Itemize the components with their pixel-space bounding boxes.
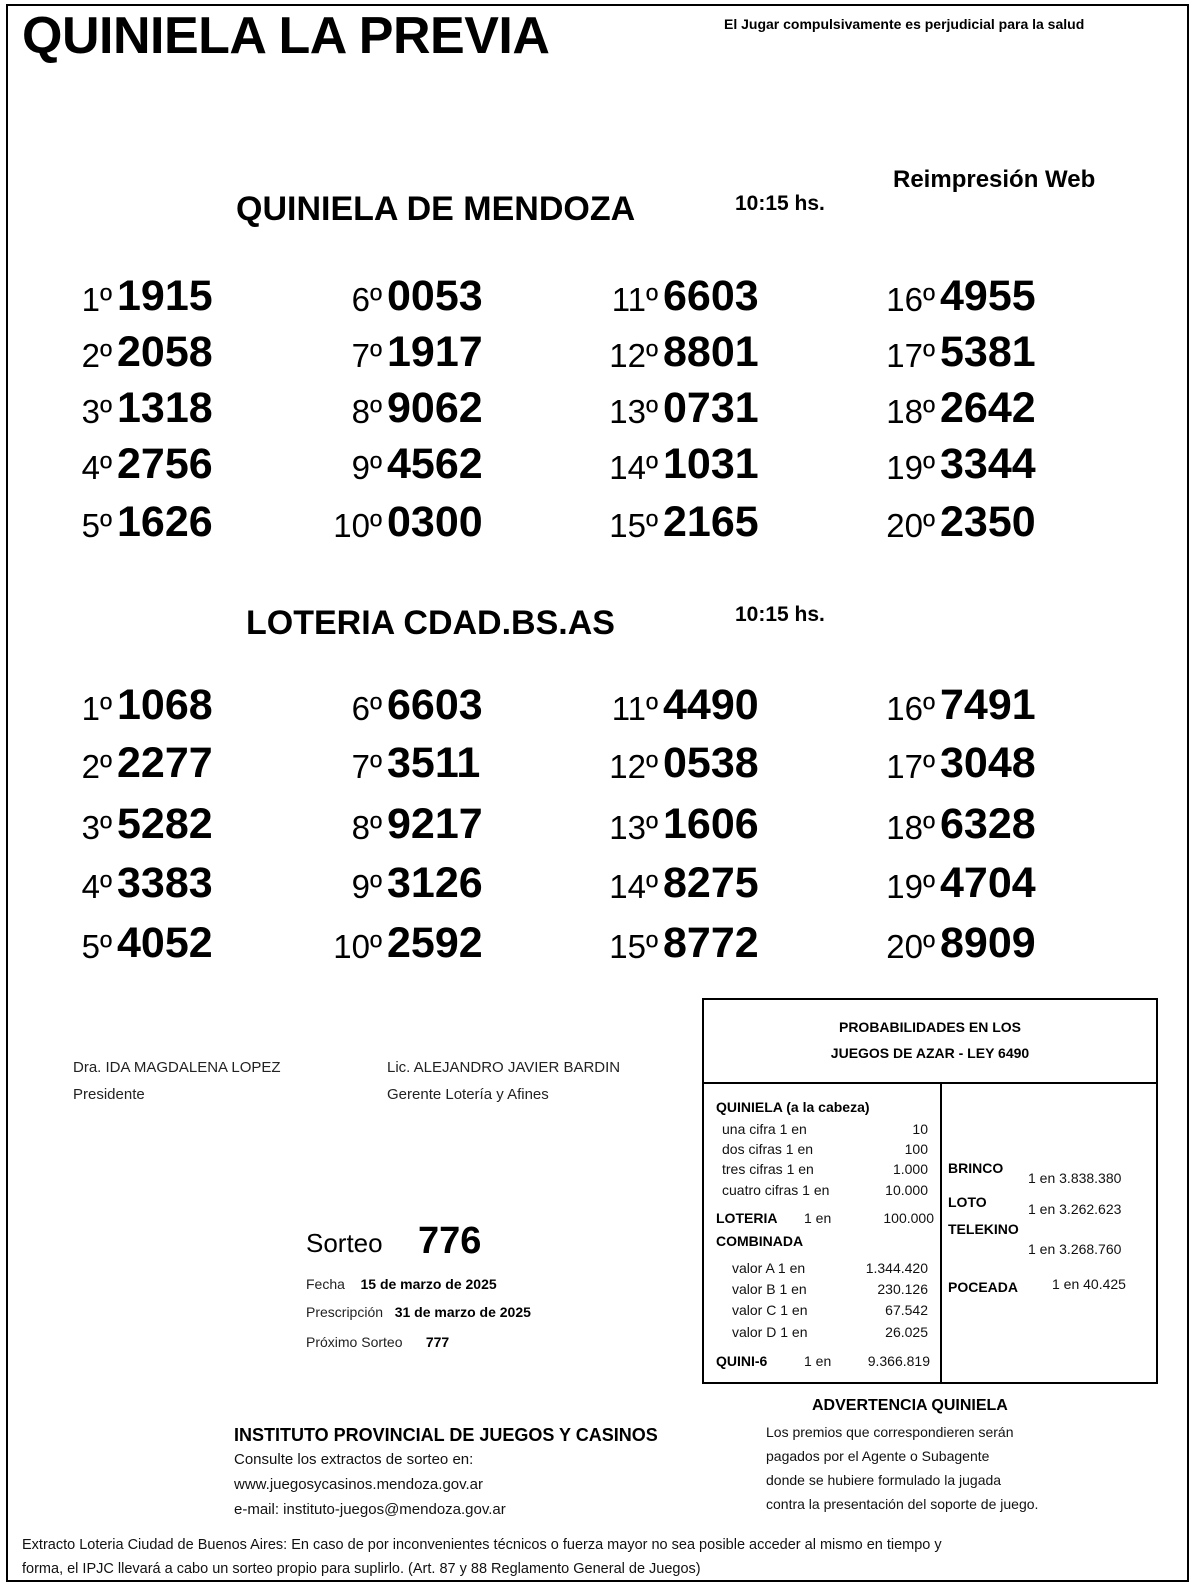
prescripcion-row	[306, 1304, 531, 1320]
buenosaires-result-17	[0, 739, 1036, 788]
buenosaires-result-18	[0, 800, 1036, 849]
brinco-prob-value: 1 en 3.838.380	[1028, 1170, 1122, 1186]
sorteo-label: Sorteo	[306, 1228, 383, 1258]
sorteo-number: 776	[418, 1220, 482, 1262]
result-number: 9062	[387, 384, 483, 432]
advertencia-line: Los premios que correspondieren serán	[766, 1424, 1014, 1440]
result-number: 0300	[387, 498, 483, 546]
prob-row-label: una cifra 1 en	[722, 1121, 807, 1137]
result-position: 16º	[886, 281, 935, 318]
advertencia-line: donde se hubiere formulado la jugada	[766, 1472, 1002, 1488]
prob-row-value: 26.025	[885, 1324, 928, 1340]
result-number: 2165	[663, 498, 759, 546]
instituto-website-link[interactable]: www.juegosycasinos.mendoza.gov.ar	[234, 1476, 484, 1493]
result-position: 5º	[81, 507, 112, 544]
probabilities-box	[702, 998, 1158, 1384]
result-position: 6º	[351, 690, 382, 727]
result-position: 14º	[609, 868, 658, 905]
mendoza-draw-time: 10:15 hs.	[735, 192, 825, 215]
result-position: 19º	[886, 449, 935, 486]
result-number: 8801	[663, 328, 759, 376]
result-number: 4704	[940, 859, 1036, 907]
prob-row-value: 10.000	[885, 1182, 928, 1198]
advertencia-title: ADVERTENCIA QUINIELA	[812, 1397, 1008, 1414]
prob-row-value: 230.126	[877, 1281, 928, 1297]
result-position: 8º	[351, 393, 382, 430]
result-position: 1º	[81, 690, 112, 727]
result-position: 9º	[351, 449, 382, 486]
brinco-prob-label: BRINCO	[948, 1160, 1004, 1176]
buenosaires-result-16	[0, 681, 1036, 730]
buenosaires-section-title: LOTERIA CDAD.BS.AS	[246, 604, 615, 642]
result-number: 2592	[387, 919, 483, 967]
result-position: 11º	[611, 690, 658, 727]
result-position: 8º	[351, 809, 382, 846]
advertencia-line: contra la presentación del soporte de juego.	[766, 1496, 1039, 1512]
result-number: 3344	[940, 440, 1036, 488]
instituto-title: INSTITUTO PROVINCIAL DE JUEGOS Y CASINOS	[234, 1425, 658, 1445]
result-number: 8275	[663, 859, 759, 907]
probabilities-header	[704, 1000, 1156, 1084]
result-position: 4º	[81, 449, 112, 486]
signature-right-role: Gerente Lotería y Afines	[387, 1086, 549, 1103]
poceada-prob-value: 1 en 40.425	[1052, 1276, 1126, 1292]
result-number: 2642	[940, 384, 1036, 432]
result-number: 1606	[663, 800, 759, 848]
poceada-prob-label: POCEADA	[948, 1279, 1019, 1295]
result-number: 4562	[387, 440, 483, 488]
result-position: 2º	[81, 748, 112, 785]
result-position: 12º	[609, 748, 658, 785]
instituto-email-link[interactable]: e-mail: instituto-juegos@mendoza.gov.ar	[234, 1501, 506, 1518]
loteria-prob-prefix: 1 en	[804, 1210, 832, 1226]
result-number: 8772	[663, 919, 759, 967]
mendoza-section-title: QUINIELA DE MENDOZA	[236, 190, 636, 228]
prob-row-label: valor D 1 en	[732, 1324, 808, 1340]
result-number: 6603	[663, 272, 759, 320]
prob-row-label: tres cifras 1 en	[722, 1161, 814, 1177]
prob-row-label: valor C 1 en	[732, 1302, 808, 1318]
fecha-row	[306, 1276, 497, 1292]
result-number: 1626	[117, 498, 213, 546]
quini6-prob-value: 9.366.819	[867, 1353, 930, 1369]
probabilities-title-line2: JUEGOS DE AZAR - LEY 6490	[830, 1045, 1030, 1061]
prob-row-value: 10	[912, 1121, 928, 1137]
result-position: 20º	[886, 507, 935, 544]
result-number: 2277	[117, 739, 213, 787]
result-number: 1031	[663, 440, 759, 488]
result-number: 9217	[387, 800, 483, 848]
prob-row-label: dos cifras 1 en	[722, 1141, 814, 1157]
proximo-label: Próximo Sorteo	[306, 1334, 403, 1350]
probabilities-divider	[940, 1084, 942, 1384]
result-position: 15º	[609, 507, 658, 544]
telekino-prob-label: TELEKINO	[948, 1221, 1019, 1237]
page-title: QUINIELA LA PREVIA	[22, 7, 550, 65]
result-number: 6328	[940, 800, 1036, 848]
result-number: 7491	[940, 681, 1036, 729]
loto-prob-value: 1 en 3.262.623	[1028, 1201, 1122, 1217]
prob-row-label: valor A 1 en	[732, 1260, 806, 1276]
quini6-prob-label: QUINI-6	[716, 1353, 768, 1369]
footnote-line1: Extracto Loteria Ciudad de Buenos Aires: En caso de por inconvenientes técnicos o fuerza mayor no sea posible acceder al mismo en tiempo y	[22, 1537, 942, 1553]
probabilities-title-line1: PROBABILIDADES EN LOS	[838, 1019, 1021, 1035]
mendoza-result-19	[0, 440, 1036, 489]
signature-left-role: Presidente	[73, 1086, 145, 1103]
result-position: 17º	[886, 337, 935, 374]
prob-row-label: valor B 1 en	[732, 1281, 807, 1297]
result-position: 6º	[351, 281, 382, 318]
result-number: 5282	[117, 800, 213, 848]
mendoza-result-17	[0, 328, 1036, 377]
result-number: 1917	[387, 328, 483, 376]
loto-prob-label: LOTO	[948, 1194, 987, 1210]
result-position: 3º	[81, 393, 112, 430]
result-position: 11º	[611, 281, 658, 318]
result-position: 13º	[609, 809, 658, 846]
prob-row-label: cuatro cifras 1 en	[722, 1182, 830, 1198]
health-warning: El Jugar compulsivamente es perjudicial para la salud	[724, 16, 1085, 32]
instituto-consult-line: Consulte los extractos de sorteo en:	[234, 1451, 474, 1468]
result-position: 19º	[886, 868, 935, 905]
buenosaires-result-19	[0, 859, 1036, 908]
result-number: 0538	[663, 739, 759, 787]
prob-row-value: 1.000	[892, 1161, 928, 1177]
prescripcion-label: Prescripción	[306, 1304, 384, 1320]
result-position: 7º	[351, 337, 382, 374]
quini6-prob-prefix: 1 en	[804, 1353, 832, 1369]
prob-row-value: 67.542	[885, 1302, 928, 1318]
result-position: 10º	[333, 928, 382, 965]
result-number: 4490	[663, 681, 759, 729]
result-number: 4955	[940, 272, 1036, 320]
result-number: 1915	[117, 272, 213, 320]
result-position: 3º	[81, 809, 112, 846]
result-position: 18º	[886, 809, 935, 846]
telekino-prob-value: 1 en 3.268.760	[1028, 1241, 1122, 1257]
result-number: 3383	[117, 859, 213, 907]
result-position: 14º	[609, 449, 658, 486]
fecha-label: Fecha	[306, 1276, 345, 1292]
buenosaires-result-20	[0, 919, 1036, 968]
prescripcion-value: 31 de marzo de 2025	[394, 1304, 531, 1320]
result-number: 0053	[387, 272, 483, 320]
result-position: 9º	[351, 868, 382, 905]
quiniela-prob-label: QUINIELA (a la cabeza)	[716, 1099, 870, 1115]
mendoza-result-20	[0, 498, 1036, 547]
loteria-prob-value: 100.000	[883, 1210, 934, 1226]
mendoza-result-16	[0, 272, 1036, 321]
result-position: 1º	[81, 281, 112, 318]
result-number: 3511	[387, 739, 481, 787]
proximo-value: 777	[425, 1334, 450, 1350]
result-number: 6603	[387, 681, 483, 729]
footnote-line2: forma, el IPJC llevará a cabo un sorteo propio para suplirlo. (Art. 87 y 88 Reglamento General de Juegos)	[22, 1561, 701, 1577]
result-position: 4º	[81, 868, 112, 905]
result-number: 1068	[117, 681, 213, 729]
result-number: 5381	[940, 328, 1036, 376]
result-number: 4052	[117, 919, 213, 967]
result-position: 13º	[609, 393, 658, 430]
mendoza-result-18	[0, 384, 1036, 433]
result-position: 20º	[886, 928, 935, 965]
prob-row-value: 1.344.420	[865, 1260, 928, 1276]
signature-left	[73, 1054, 281, 1108]
result-position: 5º	[81, 928, 112, 965]
result-number: 1318	[117, 384, 213, 432]
signature-left-name: Dra. IDA MAGDALENA LOPEZ	[73, 1059, 281, 1076]
result-number: 2350	[940, 498, 1036, 546]
result-position: 2º	[81, 337, 112, 374]
result-number: 2756	[117, 440, 213, 488]
combinada-prob-label: COMBINADA	[716, 1233, 804, 1249]
result-position: 7º	[351, 748, 382, 785]
result-position: 16º	[886, 690, 935, 727]
result-number: 3048	[940, 739, 1036, 787]
proximo-row	[306, 1334, 449, 1350]
result-number: 2058	[117, 328, 213, 376]
result-position: 18º	[886, 393, 935, 430]
signature-right-name: Lic. ALEJANDRO JAVIER BARDIN	[387, 1059, 621, 1076]
prob-row-value: 100	[904, 1141, 928, 1157]
result-number: 8909	[940, 919, 1036, 967]
result-position: 10º	[333, 507, 382, 544]
reprint-label: Reimpresión Web	[893, 166, 1096, 193]
result-number: 0731	[663, 384, 759, 432]
result-position: 12º	[609, 337, 658, 374]
buenosaires-draw-time: 10:15 hs.	[735, 603, 825, 626]
fecha-value: 15 de marzo de 2025	[360, 1276, 497, 1292]
signature-right	[387, 1054, 620, 1108]
advertencia-line: pagados por el Agente o Subagente	[766, 1448, 990, 1464]
result-position: 17º	[886, 748, 935, 785]
result-position: 15º	[609, 928, 658, 965]
loteria-prob-label: LOTERIA	[716, 1210, 778, 1226]
result-number: 3126	[387, 859, 483, 907]
